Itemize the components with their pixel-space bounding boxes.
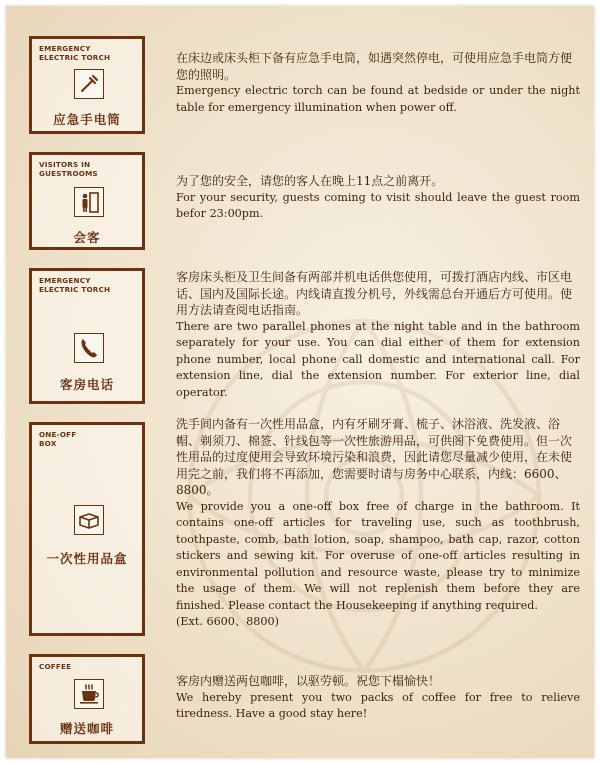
phone-text bbox=[176, 269, 580, 401]
coffee-cup-icon bbox=[74, 679, 104, 709]
coffee-card-zh-label: 赠送咖啡 bbox=[59, 721, 114, 736]
torch-card-zh-label: 应急手电筒 bbox=[53, 112, 121, 127]
flashlight-icon bbox=[74, 69, 104, 99]
one-off-box-card-en-label: ONE-OFF BOX bbox=[39, 430, 77, 448]
torch-en-text: Emergency electric torch can be found at bedside or under the night table for emergency illumination when power off. bbox=[176, 84, 580, 114]
one-off-box-ext-text: (Ext. 6600、8800) bbox=[176, 615, 279, 628]
torch-card-en-label: EMERGENCY ELECTRIC TORCH bbox=[39, 44, 111, 62]
phone-card-zh-label: 客房电话 bbox=[59, 377, 114, 392]
one-off-box-en-text: We provide you a one-off box free of charge in the bathroom. It contains one-off articles for traveling use, such as toothbrush, toothpaste, comb, bath lotion, soap, shampoo, bath cap, razor, cotton stickers and sewing kit. For overuse of one-off articles resulting in environmental pollution and resource waste, please try to minimize the usage of them. We will not replenish them before they are finished. Please contact the Housekeeping if anything required. bbox=[176, 499, 580, 612]
visitors-text bbox=[176, 173, 580, 223]
guide-page bbox=[6, 6, 594, 758]
visitors-en-text: For your security, guests coming to visit should leave the guest room befor 23:00pm. bbox=[176, 190, 580, 220]
torch-text bbox=[176, 50, 580, 116]
torch-zh-text: 在床边或床头柜下备有应急手电筒，如遇突然停电，可使用应急手电筒方便您的照明。 bbox=[176, 51, 573, 82]
coffee-text bbox=[176, 673, 580, 723]
coffee-card bbox=[29, 654, 145, 744]
visitor-door-icon bbox=[74, 187, 104, 217]
phone-zh-text: 客房床头柜及卫生间备有两部并机电话供您使用，可拨打酒店内线、市区电话、国内及国际长途。内线请直拨分机号，外线需总台开通后方可使用。使用方法请查阅电话指南。 bbox=[176, 270, 573, 317]
coffee-card-en-label: COFFEE bbox=[39, 662, 72, 671]
visitors-card bbox=[29, 152, 145, 250]
coffee-zh-text: 客房内赠送两包咖啡，以驱劳顿。祝您下榻愉快！ bbox=[176, 674, 441, 688]
one-off-box-card bbox=[29, 422, 145, 636]
phone-en-text: There are two parallel phones at the night table and in the bathroom separately for your use. You can dial either of them for extension phone number, local phone call domestic and international call. For extension line, dial the extension number. For exterior line, dial operator. bbox=[176, 319, 580, 399]
box-icon bbox=[74, 505, 104, 535]
phone-card-en-label: EMERGENCY ELECTRIC TORCH bbox=[39, 276, 111, 294]
one-off-box-zh-text: 洗手间内备有一次性用品盒，内有牙刷牙膏、梳子、沐浴液、洗发液、浴帽、剃须刀、棉签、针线包等一次性旅游用品，可供阁下免费使用。但一次性用品的过度使用会导致环境污染和浪费，因此请您尽量减少使用，在未使用完之前，我们将不再添加，您需要时请与房务中心联系，内线：6600、8800。 bbox=[176, 417, 573, 497]
visitors-zh-text: 为了您的安全，请您的客人在晚上11点之前离开。 bbox=[176, 174, 444, 188]
phone-card bbox=[29, 268, 145, 404]
one-off-box-card-zh-label: 一次性用品盒 bbox=[46, 551, 128, 566]
visitors-card-en-label: VISITORS IN GUESTROOMS bbox=[39, 160, 98, 178]
coffee-en-text: We hereby present you two packs of coffee for free to relieve tiredness. Have a good stay here! bbox=[176, 690, 580, 720]
one-off-box-text bbox=[176, 416, 580, 631]
visitors-card-zh-label: 会客 bbox=[73, 230, 101, 245]
phone-icon bbox=[74, 333, 104, 363]
torch-card bbox=[29, 36, 145, 134]
